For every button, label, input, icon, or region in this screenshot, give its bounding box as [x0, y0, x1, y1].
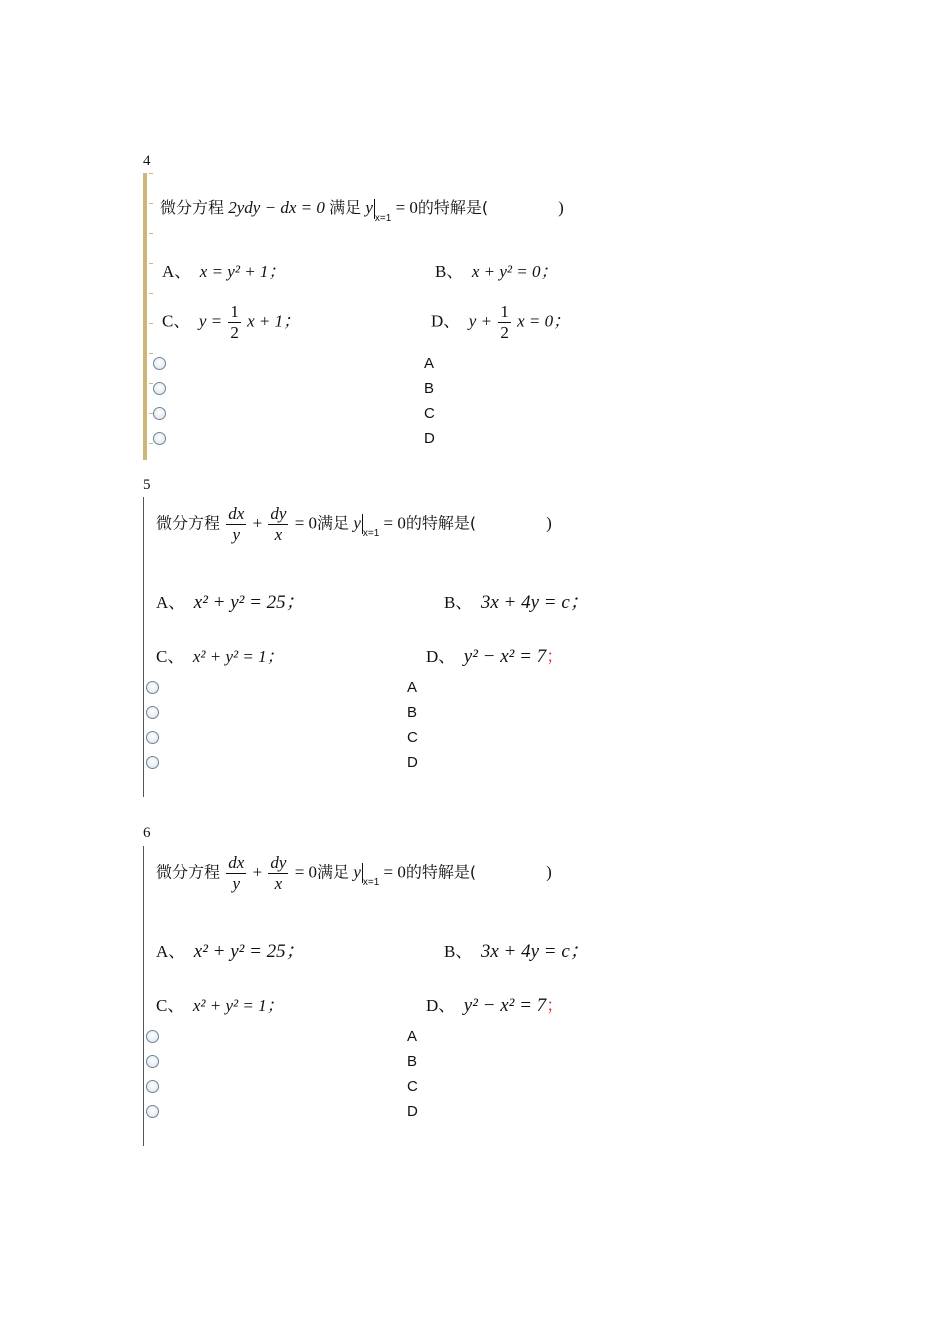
- choice-label-b: B: [407, 704, 418, 721]
- option-b: B、 x + y² = 0；: [435, 262, 558, 281]
- radio-choice-a[interactable]: [146, 1030, 159, 1043]
- question-block: [143, 497, 844, 797]
- choice-label-c: C: [407, 729, 418, 746]
- choice-label-d: D: [407, 1103, 418, 1120]
- radio-choice-a[interactable]: [153, 357, 166, 370]
- option-c: C、 x² + y² = 1；: [156, 647, 284, 666]
- fraction: $\frac{1}{2}$: [500, 302, 509, 342]
- fraction: $\frac{dx}{y}$: [228, 504, 245, 544]
- option-d: D、 y² − x² = 7；: [426, 646, 564, 667]
- choice-label-c: C: [407, 1078, 418, 1095]
- radio-choice-b[interactable]: [146, 706, 159, 719]
- question-stem: 微分方程 $\frac{dx}{y}$ + $\frac{dy}{x}$ = 0满足 $y_{x=1} = 0$的特解是( ): [156, 853, 552, 893]
- question-block: [143, 173, 847, 460]
- choice-label-b: B: [407, 1053, 418, 1070]
- question-block: [143, 846, 844, 1146]
- question-number: 5: [143, 477, 151, 493]
- option-a: A、 x² + y² = 25；: [156, 941, 305, 962]
- choice-label-d: D: [407, 754, 418, 771]
- fraction: $\frac{dy}{x}$: [270, 853, 287, 893]
- radio-choice-c[interactable]: [153, 407, 166, 420]
- question-number: 6: [143, 825, 151, 841]
- option-c: C、 x² + y² = 1；: [156, 996, 284, 1015]
- fraction: $\frac{1}{2}$: [230, 302, 239, 342]
- radio-choice-b[interactable]: [153, 382, 166, 395]
- radio-choice-a[interactable]: [146, 681, 159, 694]
- question-stem: 微分方程 2ydy − dx = 0 满足 $y_{x=1} = 0$的特解是( ): [160, 198, 564, 224]
- option-c: C、 y = $\frac{1}{2}$ x + 1；: [162, 302, 301, 342]
- radio-choice-d[interactable]: [153, 432, 166, 445]
- option-a: A、 x = y² + 1；: [162, 262, 286, 281]
- question-number: 4: [143, 153, 151, 169]
- fraction: $\frac{dx}{y}$: [228, 853, 245, 893]
- radio-choice-c[interactable]: [146, 1080, 159, 1093]
- radio-choice-c[interactable]: [146, 731, 159, 744]
- radio-choice-d[interactable]: [146, 756, 159, 769]
- radio-choice-d[interactable]: [146, 1105, 159, 1118]
- choice-label-a: A: [424, 355, 435, 372]
- option-d: D、 y² − x² = 7；: [426, 995, 564, 1016]
- option-a: A、 x² + y² = 25；: [156, 592, 305, 613]
- option-d: D、 y + $\frac{1}{2}$ x = 0；: [431, 302, 571, 342]
- option-b: B、 3x + 4y = c；: [444, 941, 589, 962]
- option-b: B、 3x + 4y = c；: [444, 592, 589, 613]
- equation: 2ydy − dx = 0: [228, 198, 325, 217]
- radio-choice-b[interactable]: [146, 1055, 159, 1068]
- choice-label-a: A: [407, 1028, 418, 1045]
- choice-label-a: A: [407, 679, 418, 696]
- fraction: $\frac{dy}{x}$: [270, 504, 287, 544]
- choice-label-b: B: [424, 380, 435, 397]
- choice-label-d: D: [424, 430, 435, 447]
- question-stem: 微分方程 $\frac{dx}{y}$ + $\frac{dy}{x}$ = 0满足 $y_{x=1} = 0$的特解是( ): [156, 504, 552, 544]
- choice-label-c: C: [424, 405, 435, 422]
